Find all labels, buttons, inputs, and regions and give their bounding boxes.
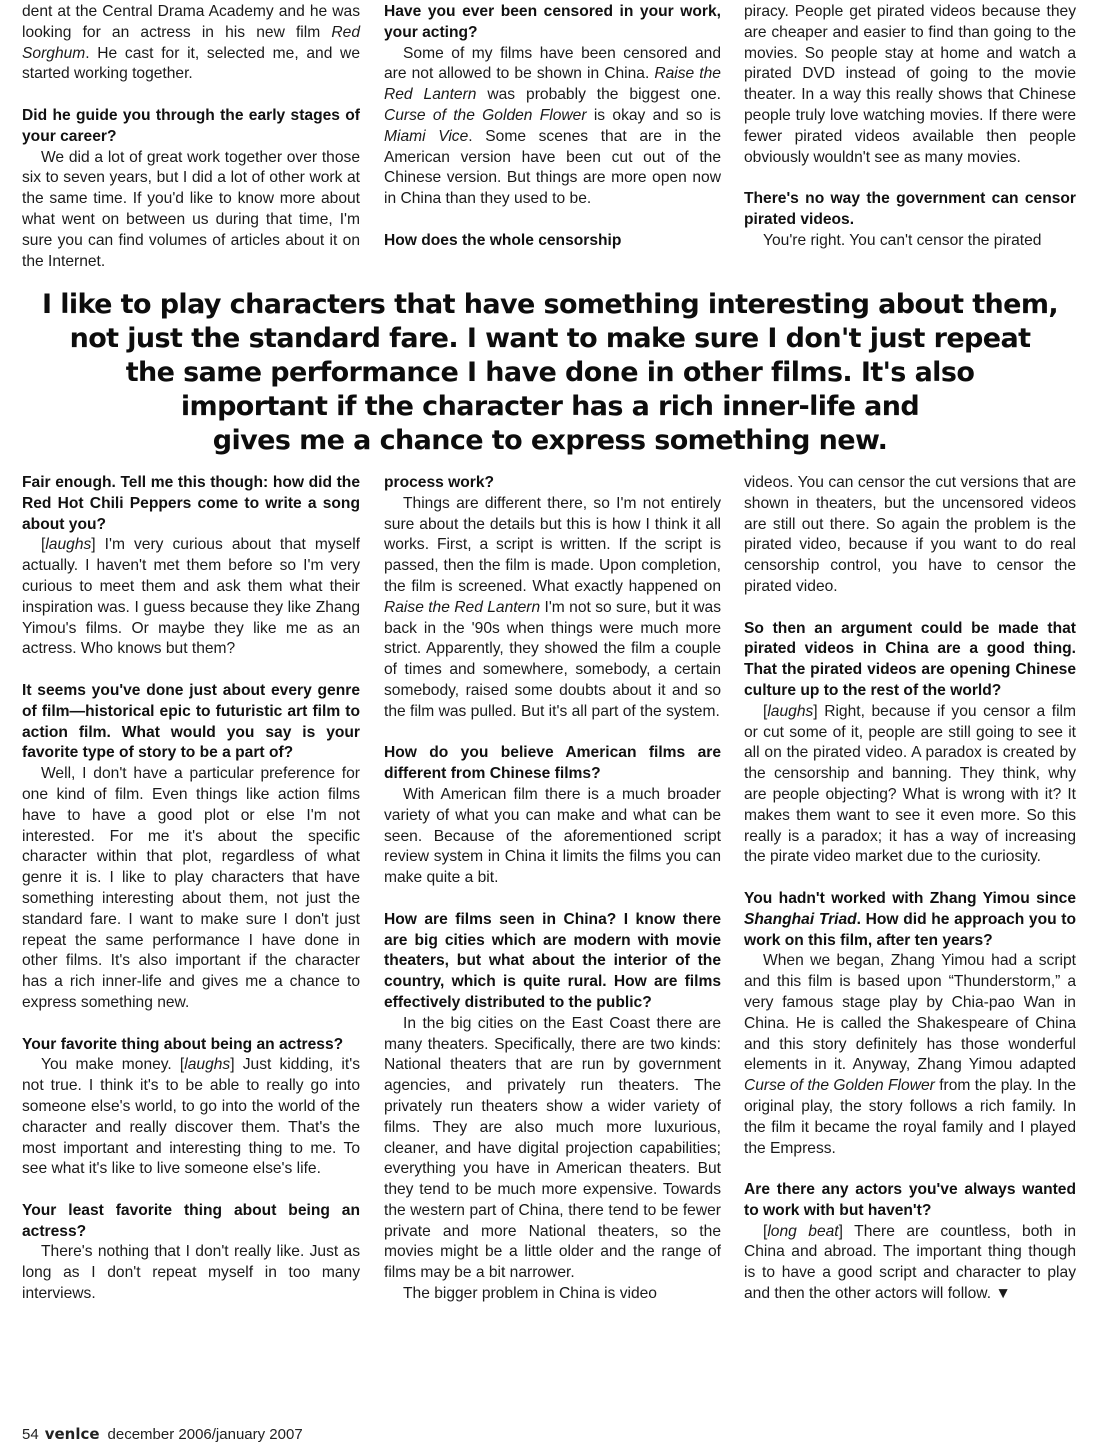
- text-run: How are films seen in China? I know there are big cities which are modern with movie theaters, but what about the interior of the country, which is quite rural. How are films effectively distributed to the public?: [384, 910, 721, 1011]
- interview-answer: [384, 1284, 721, 1305]
- text-run: It seems you've done just about every genre of film—historical epic to futuristic art film to action film. What would you say is your favorite type of story to be a part of?: [22, 681, 360, 762]
- article-column-1-bottom: [22, 473, 360, 1305]
- paragraph-spacer: [744, 168, 1076, 189]
- text-run: [: [763, 1222, 768, 1240]
- text-run: Have you ever been censored in your work, your acting?: [384, 3, 721, 41]
- text-run: In the big cities on the East Coast there are many theaters. Specifically, there are two kinds: National theaters that are run by government agencies, and privately run theaters. The privately run theaters show a wider variety of films. They are also much more luxurious, cleaner, and have digital projection capabilities; everything you have in American theaters. But they tend to be much more expensive. Towards the western part of China, there tend to be fewer private and more National theaters, so the movies might be a little older and the range of films may be a bit narrower.: [384, 1014, 721, 1282]
- italic-title: Red Sorghum: [22, 23, 360, 62]
- text-run: I'm not so sure, but it was back in the '90s when things were much more strict. Apparently, they showed the film a couple of times and somewhere, somebody, a certain somebody, raised some doubts about it and so the film was pulled. But it's all part of the system.: [384, 598, 721, 720]
- article-column-3-top: [744, 2, 1076, 252]
- pull-quote: [0, 288, 1100, 458]
- interview-question: [22, 1035, 360, 1056]
- text-run: How do you believe American films are different from Chinese films?: [384, 744, 721, 783]
- paragraph-spacer: [22, 85, 360, 106]
- text-run: . Some scenes that are in the American version have been cut out of the Chinese version. But things are more open now in China than they used to be.: [384, 127, 721, 208]
- issue-date: december 2006/january 2007: [107, 1426, 303, 1443]
- text-run: [: [763, 702, 768, 720]
- text-run: So then an argument could be made that pirated videos in China are a good thing. That the pirated videos are opening Chinese culture up to the rest of the world?: [744, 619, 1076, 699]
- interview-question: [384, 2, 721, 44]
- interview-question: [22, 681, 360, 764]
- italic-title: laughs: [767, 702, 814, 720]
- interview-answer: [384, 44, 721, 210]
- paragraph-spacer: [384, 889, 721, 910]
- italic-title: Curse of the Golden Flower: [384, 106, 587, 124]
- text-run: There's nothing that I don't really like. Just as long as I don't repeat myself in too many interviews.: [22, 1243, 360, 1303]
- text-run: ] Right, because if you censor a film or cut some of it, people are still going to see it all on the pirated video. A paradox is created by the censorship and banning. They think, why are people objecting? What is wrong with it? It makes them want to see it even more. So this really is a paradox; it has a way of increasing the pirate video market due to the curiosity.: [744, 702, 1076, 866]
- interview-answer: [22, 764, 360, 1014]
- italic-title: Raise the Red Lantern: [384, 65, 721, 104]
- text-run: When we began, Zhang Yimou had a script and this film is based upon “Thunderstorm,” a very famous stage play by Chia-pao Wan in China. He is called the Shakespeare of China and this story definitely has those wonderful elements in it. Anyway, Zhang Yimou adapted: [744, 952, 1076, 1074]
- text-run: . How did he approach you to work on this film, after ten years?: [744, 910, 1076, 949]
- text-run: is okay and so is: [586, 106, 721, 124]
- italic-title: laughs: [184, 1056, 231, 1074]
- interview-question: [384, 910, 721, 1014]
- text-run: You make money. [: [41, 1056, 185, 1074]
- interview-answer: [384, 1014, 721, 1284]
- interview-question: [384, 231, 721, 252]
- text-run: ] I'm very curious about that myself actually. I haven't met them before so I'm very curious to meet them and ask them what their inspiration was. I guess because they like Zhang Yimou's films. Or maybe they like me as an actress. Who knows but them?: [22, 536, 360, 658]
- interview-answer: [384, 785, 721, 889]
- page-footer: [22, 1425, 303, 1443]
- article-column-1-top: [22, 2, 360, 272]
- text-run: videos. You can censor the cut versions that are shown in theaters, but the uncensored videos are still out there. So again the problem is the pirated video, because if you want to do real censorship control, you have to censor the pirated video.: [744, 474, 1076, 595]
- text-run: Things are different there, so I'm not entirely sure about the details but this is how I think it all works. First, a script is written. If the script is passed, then the film is made. Upon completion, the film is screened. What exactly happened on: [384, 494, 721, 595]
- text-run: Your least favorite thing about being an actress?: [22, 1201, 360, 1240]
- pull-quote-line: I like to play characters that have something interesting about them,: [41, 289, 1059, 320]
- italic-title: laughs: [45, 536, 92, 554]
- interview-question: [22, 473, 360, 535]
- text-run: The bigger problem in China is video: [403, 1285, 657, 1303]
- paragraph-spacer: [384, 723, 721, 744]
- interview-question: [744, 1180, 1076, 1222]
- text-run: ] Just kidding, it's not true. I think it's to be able to really go into someone else's world, to go into the world of the character and really discover them. That's the most important and interesting thing to me. To see what it's like to live someone else's life.: [22, 1056, 360, 1178]
- interview-question: [384, 473, 721, 494]
- italic-title: Miami Vice: [384, 127, 469, 145]
- magazine-name: venlce: [44, 1425, 100, 1443]
- paragraph-spacer: [744, 598, 1076, 619]
- interview-answer: [22, 2, 360, 85]
- text-run: You hadn't worked with Zhang Yimou since: [744, 889, 1076, 907]
- text-run: With American film there is a much broader variety of what you can make and what can be seen. Because of the aforementioned script review system in China it limits the films you can make quite a bit.: [384, 785, 721, 887]
- interview-question: [22, 106, 360, 148]
- text-run: . He cast for it, selected me, and we started working together.: [22, 44, 360, 83]
- interview-answer: [744, 2, 1076, 168]
- interview-answer: [22, 148, 360, 273]
- interview-answer: [744, 702, 1076, 868]
- paragraph-spacer: [22, 660, 360, 681]
- text-run: You're right. You can't censor the pirated: [763, 231, 1042, 249]
- text-run: from the play. In the original play, the story follows a rich family. In the film it became the royal family and I played the Empress.: [744, 1077, 1076, 1157]
- interview-answer: [22, 535, 360, 660]
- interview-answer: [384, 494, 721, 723]
- text-run: Well, I don't have a particular preference for one kind of film. Even things like action films have to have a good plot or else I'm not interested. For me it's about the specific character within that plot, regardless of what genre it is. I like to play characters that have something interesting about them, not just the standard fare. I want to make sure I don't just repeat the same performance I have done in other films. It's also important if the character has a rich inner-life and gives me a chance to express something new.: [22, 765, 360, 1011]
- interview-question: [384, 743, 721, 785]
- pull-quote-line: not just the standard fare. I want to make sure I don't just repeat: [69, 323, 1031, 354]
- italic-title: Shanghai Triad: [744, 910, 857, 928]
- text-run: How does the whole censorship: [384, 231, 622, 249]
- text-run: Fair enough. Tell me this though: how did the Red Hot Chili Peppers come to write a song about you?: [22, 474, 360, 533]
- text-run: Your favorite thing about being an actress?: [22, 1035, 344, 1053]
- paragraph-spacer: [744, 868, 1076, 889]
- text-run: ] There are countless, both in China and abroad. The important thing though is to have a good script and character to play and then the other actors will follow. ▼: [744, 1222, 1077, 1303]
- interview-answer: [744, 951, 1076, 1159]
- paragraph-spacer: [22, 1180, 360, 1201]
- article-column-2-top: [384, 2, 721, 252]
- interview-answer: [22, 1242, 360, 1304]
- italic-title: Curse of the Golden Flower: [744, 1077, 935, 1095]
- interview-question: [744, 619, 1076, 702]
- interview-answer: [22, 1055, 360, 1180]
- italic-title: long beat: [767, 1222, 839, 1240]
- text-run: piracy. People get pirated videos because they are cheaper and easier to find than going to the movies. So people stay at home and watch a pirated DVD instead of going to the movie theater. In a way this really shows that Chinese people truly love watching movies. If there were fewer pirated videos available then people obviously wouldn't see as many movies.: [744, 3, 1076, 166]
- interview-answer: [744, 473, 1076, 598]
- text-run: Some of my films have been censored and are not allowed to be shown in China.: [384, 44, 721, 83]
- interview-answer: [744, 1222, 1076, 1305]
- interview-question: [744, 889, 1076, 951]
- text-run: dent at the Central Drama Academy and he was looking for an actress in his new film: [22, 3, 360, 41]
- text-run: [: [41, 536, 46, 554]
- text-run: Are there any actors you've always wanted to work with but haven't?: [744, 1181, 1076, 1219]
- interview-question: [744, 189, 1076, 231]
- text-run: was probably the biggest one.: [476, 86, 721, 104]
- article-column-2-bottom: [384, 473, 721, 1305]
- paragraph-spacer: [22, 1014, 360, 1035]
- italic-title: Raise the Red Lantern: [384, 598, 541, 616]
- text-run: process work?: [384, 474, 495, 491]
- paragraph-spacer: [744, 1159, 1076, 1180]
- text-run: We did a lot of great work together over those six to seven years, but I did a lot of other work at the same time. If you'd like to know more about what went on between us during that time, I'm sure you can find volumes of articles about it on the Internet.: [22, 148, 360, 270]
- interview-question: [22, 1201, 360, 1243]
- paragraph-spacer: [384, 210, 721, 231]
- text-run: Did he guide you through the early stages of your career?: [22, 106, 360, 145]
- page-number: 54: [22, 1426, 39, 1443]
- pull-quote-line: important if the character has a rich inner-life and: [180, 391, 920, 422]
- pull-quote-line: the same performance I have done in other films. It's also: [125, 357, 975, 388]
- interview-answer: [744, 231, 1076, 252]
- text-run: There's no way the government can censor pirated videos.: [744, 190, 1076, 228]
- article-column-3-bottom: [744, 473, 1076, 1305]
- pull-quote-line: gives me a chance to express something new.: [212, 425, 888, 456]
